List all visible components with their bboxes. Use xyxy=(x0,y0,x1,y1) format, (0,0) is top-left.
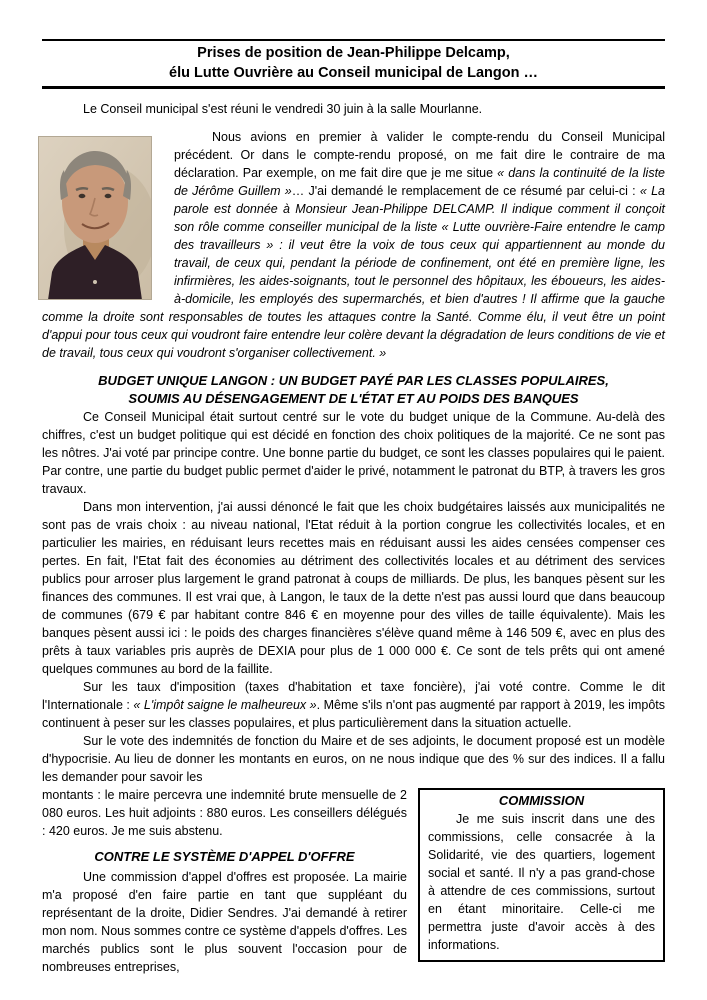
portrait-photo xyxy=(38,136,152,300)
header-rule-bottom xyxy=(42,86,665,89)
offer-section-heading: CONTRE LE SYSTÈME D'APPEL D'OFFRE xyxy=(94,849,355,864)
budget-paragraph-2: Dans mon intervention, j'ai aussi dénoncé le fait que les choix budgétaires laissés aux municipalités ne sont pas de vrais choix : au niveau national, l'Etat réduit à la portion congrue les collectivités locales, et en particulier les mairies, en réduisant leurs recettes mais en réduisant aussi les aides censées compenser ces pertes. En fait, l'Etat fait des économies au détriment des collectivités locales et au détriment des services publics pour arroser plus largement le grand patronat à coups de milliards. De plus, les banques pèsent sur les finances des communes. Il est vrai que, à Langon, le taux de la dette n'est pas aussi lourd que dans beaucoup de communes (679 € par habitant contre 846 € en moyenne pour des villes de taille équivalente). Mais les banques pèsent aussi ici : le poids des charges financières s'élève quand même à 146 509 €, avec en plus des prêts à taux variables pris auprès de DEXIA pour plus de 1 000 000 €. Ce sont de tels prêts qui ont amené quelques communes au bord de la faillite. xyxy=(42,500,665,676)
commission-box xyxy=(418,788,665,962)
page-title-line2: élu Lutte Ouvrière au Conseil municipal de Langon … xyxy=(169,65,538,81)
commission-box-title: COMMISSION xyxy=(498,793,585,808)
indemnites-paragraph-part2: montants : le maire percevra une indemnité brute mensuelle de 2 080 euros. Les huit adjoints : 880 euros. Les conseillers délégués : 420 euros. Je me suis abstenu. xyxy=(42,788,407,838)
taxes-text: Sur les taux d'imposition (taxes d'habitation et taxe foncière), j'ai voté contre. Comme le dit l'Internationale : xyxy=(42,680,665,712)
budget-section-heading xyxy=(42,372,665,408)
portrait-photo-graphic xyxy=(38,136,152,300)
internationale-quote: « L'impôt saigne le malheureux » xyxy=(133,698,317,712)
intro-paragraph: Le Conseil municipal s'est réuni le vendredi 30 juin à la salle Mourlanne. xyxy=(83,102,483,116)
page-title-line1: Prises de position de Jean-Philippe Delcamp, xyxy=(197,45,510,61)
page-title xyxy=(42,41,665,86)
budget-paragraph-1: Ce Conseil Municipal était surtout centré sur le vote du budget unique de la Commune. Au-delà des chiffres, c'est un budget politique qui est décidé en fonction des choix politiques de la majorité. Ce ne sont pas les nôtres. J'ai voté par principe contre. Une bonne partie du budget, ce sont les classes populaires qui le paient. Par contre, une partie du budget public permet d'aider le privé, notamment le patronat du BTP, à travers les gros travaux. xyxy=(42,410,665,496)
lead-section xyxy=(42,128,665,362)
lead-quote-declaration: « La parole est donnée à Monsieur Jean-Philippe DELCAMP. Il indique comment il conçoit son rôle comme conseiller municipal de la liste « Lutte ouvrière-Faire entendre le camp des travailleurs » : il veut être la voix de tous ceux qui appartiennent au monde du travail, de ceux qui, pendant la période de confinement, ont été en première ligne, les infirmières, les aides-soignants, tout le personnel des hôpitaux, les éboueurs, les aides-à-domicile, les employés des supermarchés, et bien d'autres ! Il affirme que la gauche comme la droite sont responsables de toutes les attaques contre la Santé. Comme élu, il veut être un point d'appui pour tous ceux qui voudront faire entendre leur colère devant la dégradation de leurs conditions de vie et de travail, tous ceux qui voudront s'organiser collectivement. » xyxy=(42,184,666,360)
indemnites-paragraph-part1: Sur le vote des indemnités de fonction du Maire et de ses adjoints, le document proposé est un modèle d'hypocrisie. Au lieu de donner les montants en euros, on ne nous indique que des % sur des indices. Il a fallu les demander pour savoir les xyxy=(42,734,665,784)
lead-text-mid: … J'ai demandé le remplacement de ce résumé par celui-ci : xyxy=(291,184,640,198)
budget-heading-line1: BUDGET UNIQUE LANGON : UN BUDGET PAYÉ PAR LES CLASSES POPULAIRES, xyxy=(98,373,609,388)
commission-box-body: Je me suis inscrit dans une des commissions, celle consacrée à la Solidarité, vie des quartiers, logement social et santé. Il n'y a pas grand-chose à attendre de ces commissions, surtout en étant minoritaire. Celle-ci me permettra juste d'avoir accès à des informations. xyxy=(428,812,655,952)
lead-quote-guillem: « dans la continuité de la liste de Jérôme Guillem » xyxy=(174,166,666,198)
taxes-text-end: . Même s'ils n'ont pas augmenté par rapport à 2019, les impôts continuent à peser sur les classes populaires, et plus particulièrement dans la situation actuelle. xyxy=(42,698,665,730)
lead-text: Nous avions en premier à valider le compte-rendu du Conseil Municipal précédent. Or dans le compte-rendu proposé, on me fait dire le contraire de ma déclaration. Par exemple, on me fait dire que je me situe xyxy=(174,130,665,180)
offer-paragraph: Une commission d'appel d'offres est proposée. La mairie m'a proposé d'en faire partie en tant que suppléant du représentant de la droite, Didier Sendres. J'ai demandé à retirer mon nom. Nous sommes contre ce système d'appels d'offres. Les marchés publics sont le plus souvent l'occasion pour de nombreuses entreprises, xyxy=(42,870,407,974)
budget-heading-line2: SOUMIS AU DÉSENGAGEMENT DE L'ÉTAT ET AU POIDS DES BANQUES xyxy=(128,391,579,406)
budget-paragraph-3 xyxy=(42,678,665,732)
